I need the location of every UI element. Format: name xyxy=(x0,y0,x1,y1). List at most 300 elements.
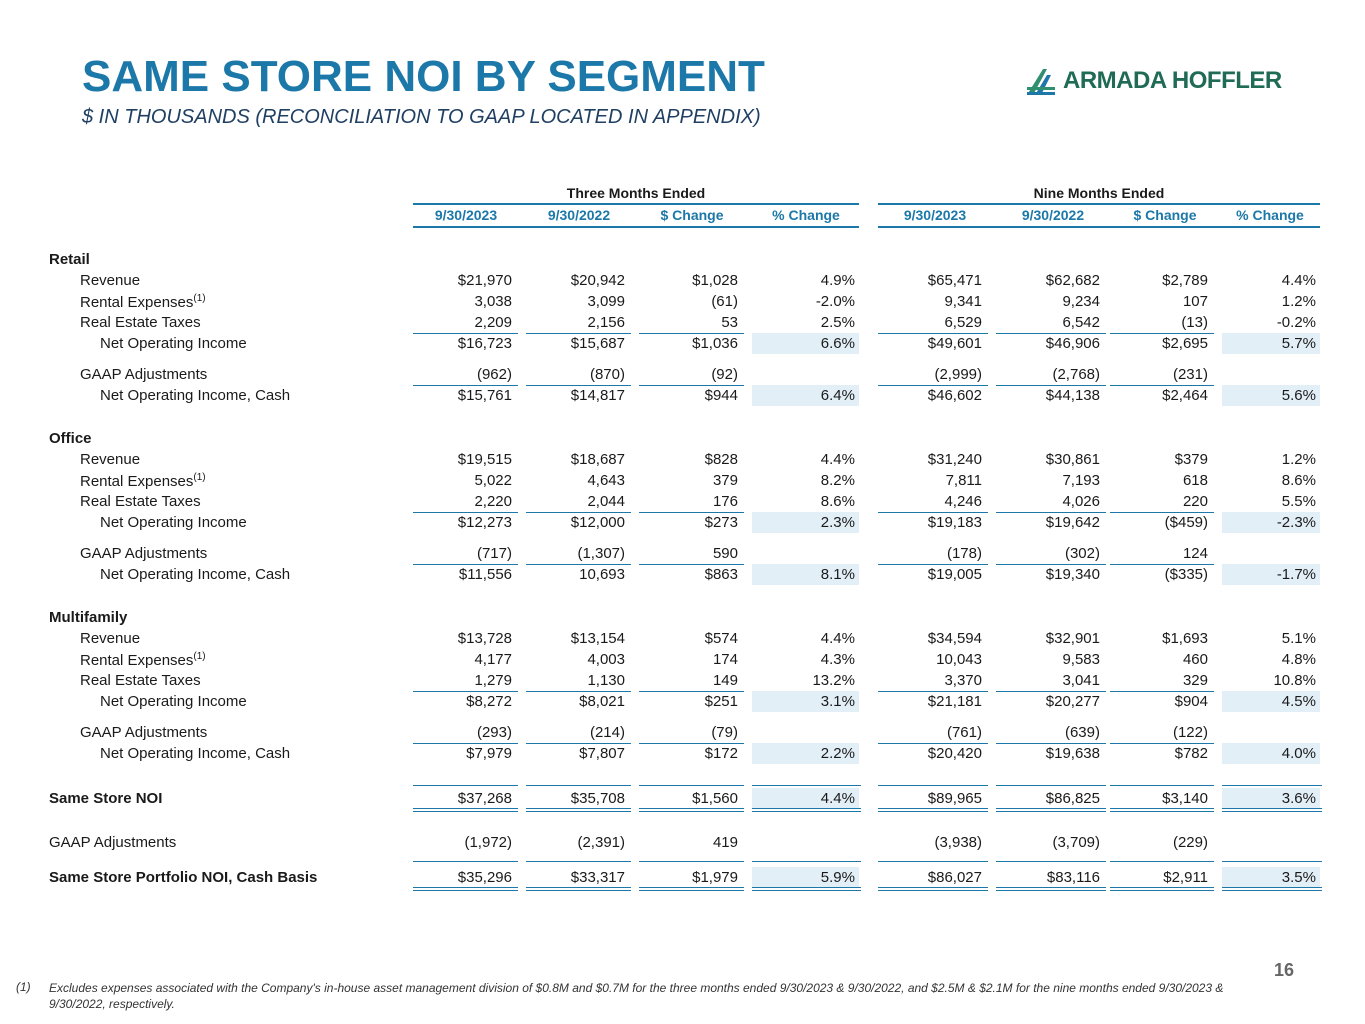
table-cell: (639) xyxy=(1064,724,1100,741)
underline xyxy=(413,743,518,744)
table-cell: $13,154 xyxy=(570,630,625,647)
column-header: 9/30/2022 xyxy=(547,207,611,223)
table-cell: $46,602 xyxy=(927,387,982,404)
table-cell: 590 xyxy=(712,545,738,562)
underline xyxy=(526,743,631,744)
underline xyxy=(639,512,744,513)
underline xyxy=(413,785,518,786)
row-label-noi xyxy=(100,693,247,710)
underline xyxy=(878,743,988,744)
table-cell: 4,643 xyxy=(587,472,625,489)
double-underline xyxy=(1222,808,1322,812)
table-cell: -2.0% xyxy=(815,293,855,310)
table-cell: 220 xyxy=(1182,493,1208,510)
table-cell: 4,246 xyxy=(944,493,982,510)
table-cell: $19,005 xyxy=(927,566,982,583)
table-cell: $35,708 xyxy=(570,790,625,807)
row-label-rental-expenses-text: Rental Expenses xyxy=(80,652,194,669)
row-label-same-store-noi xyxy=(49,790,162,807)
header-rule xyxy=(878,226,1320,228)
table-cell: $7,807 xyxy=(579,745,625,762)
table-cell: $8,272 xyxy=(466,693,512,710)
table-cell: $904 xyxy=(1174,693,1208,710)
double-underline xyxy=(639,808,744,812)
table-cell: 3.5% xyxy=(1281,869,1316,886)
column-header: $ Change xyxy=(660,207,724,223)
row-label-portfolio-cash xyxy=(49,869,317,886)
table-cell: $1,693 xyxy=(1162,630,1208,647)
header-rule xyxy=(413,203,859,205)
row-label-gaap-adjustments-total-text: GAAP Adjustments xyxy=(49,834,177,851)
page-number: 16 xyxy=(1274,960,1295,980)
row-label-gaap-adjustments xyxy=(80,545,207,562)
page-title: SAME STORE NOI BY SEGMENT xyxy=(82,52,765,101)
column-header: $ Change xyxy=(1133,207,1197,223)
table-cell: 10,693 xyxy=(579,566,625,583)
underline xyxy=(526,512,631,513)
table-cell: 13.2% xyxy=(812,672,855,689)
table-cell: $20,277 xyxy=(1045,693,1100,710)
table-cell: 9,234 xyxy=(1062,293,1100,310)
table-cell: $782 xyxy=(1174,745,1208,762)
table-cell: $83,116 xyxy=(1046,869,1100,886)
footnote-ref: (1) xyxy=(193,651,206,662)
table-cell: 10,043 xyxy=(936,651,982,668)
table-cell: 4.4% xyxy=(820,451,855,468)
table-cell: (2,999) xyxy=(934,366,982,383)
double-underline xyxy=(1110,887,1214,891)
table-cell: 4,177 xyxy=(474,651,512,668)
table-cell: (962) xyxy=(476,366,512,383)
underline xyxy=(413,564,518,565)
underline xyxy=(996,333,1106,334)
table-cell: 5.1% xyxy=(1281,630,1316,647)
table-cell: 2,044 xyxy=(587,493,625,510)
table-cell: $14,817 xyxy=(570,387,625,404)
row-label-revenue xyxy=(80,272,140,289)
header-rule xyxy=(878,203,1320,205)
table-cell: 4.4% xyxy=(1281,272,1316,289)
column-header: % Change xyxy=(1236,207,1304,223)
section-heading-office xyxy=(49,430,92,447)
row-label-rental-expenses-text: Rental Expenses xyxy=(80,473,194,490)
table-cell: 4,026 xyxy=(1062,493,1100,510)
row-label-real-estate-taxes xyxy=(80,672,201,689)
double-underline xyxy=(752,887,861,891)
table-cell: $172 xyxy=(704,745,738,762)
table-cell: $19,183 xyxy=(927,514,982,531)
underline xyxy=(878,861,988,862)
table-cell: 6,542 xyxy=(1062,314,1100,331)
underline xyxy=(996,861,1106,862)
table-cell: 3.1% xyxy=(820,693,855,710)
table-cell: $46,906 xyxy=(1045,335,1100,352)
underline xyxy=(1222,785,1322,786)
table-cell: 4.9% xyxy=(820,272,855,289)
table-cell: $2,789 xyxy=(1162,272,1208,289)
table-cell: $13,728 xyxy=(457,630,512,647)
table-cell: $31,240 xyxy=(927,451,982,468)
double-underline xyxy=(413,808,518,812)
table-cell: 107 xyxy=(1182,293,1208,310)
row-label-noi xyxy=(100,514,247,531)
table-cell: $19,340 xyxy=(1045,566,1100,583)
table-cell: (1,307) xyxy=(577,545,625,562)
row-label-noi xyxy=(100,335,247,352)
section-heading-retail-text: Retail xyxy=(49,251,90,268)
table-cell: 8.1% xyxy=(820,566,855,583)
table-cell: $2,464 xyxy=(1162,387,1208,404)
column-header: 9/30/2023 xyxy=(434,207,498,223)
row-label-same-store-noi-text: Same Store NOI xyxy=(49,790,163,807)
row-label-real-estate-taxes-text: Real Estate Taxes xyxy=(80,672,201,689)
row-label-rental-expenses-text: Rental Expenses xyxy=(80,294,194,311)
table-cell: (2,768) xyxy=(1052,366,1100,383)
underline xyxy=(526,861,631,862)
table-cell: 4.3% xyxy=(820,651,855,668)
double-underline xyxy=(878,887,988,891)
table-cell: 4,003 xyxy=(587,651,625,668)
row-label-gaap-adjustments-total xyxy=(49,834,176,851)
row-label-real-estate-taxes-text: Real Estate Taxes xyxy=(80,314,201,331)
row-label-rental-expenses xyxy=(80,651,206,669)
table-cell: 3,370 xyxy=(944,672,982,689)
underline xyxy=(996,691,1106,692)
table-cell: 8.6% xyxy=(1281,472,1316,489)
table-cell: (122) xyxy=(1172,724,1208,741)
table-cell: 2,209 xyxy=(474,314,512,331)
table-cell: 6.6% xyxy=(820,335,855,352)
underline xyxy=(878,691,988,692)
table-cell: 2,220 xyxy=(474,493,512,510)
section-heading-multifamily xyxy=(49,609,127,626)
row-label-rental-expenses xyxy=(80,293,206,311)
table-cell: 5.9% xyxy=(820,869,855,886)
table-cell: 3.6% xyxy=(1281,790,1316,807)
double-underline xyxy=(413,887,518,891)
underline xyxy=(413,385,518,386)
company-logo xyxy=(1025,64,1282,98)
double-underline xyxy=(639,887,744,891)
table-cell: $15,761 xyxy=(457,387,512,404)
table-cell: $35,296 xyxy=(457,869,512,886)
table-cell: $37,268 xyxy=(457,790,512,807)
underline xyxy=(1110,333,1214,334)
underline xyxy=(639,785,744,786)
row-label-gaap-adjustments-text: GAAP Adjustments xyxy=(80,545,208,562)
column-header: 9/30/2023 xyxy=(903,207,967,223)
table-cell: $89,965 xyxy=(927,790,982,807)
double-underline xyxy=(1110,808,1214,812)
table-cell: (3,709) xyxy=(1052,834,1100,851)
row-label-noi-text: Net Operating Income xyxy=(100,693,247,710)
underline xyxy=(878,564,988,565)
underline xyxy=(996,785,1106,786)
table-cell: (717) xyxy=(476,545,512,562)
table-cell: $273 xyxy=(704,514,738,531)
table-cell: $18,687 xyxy=(570,451,625,468)
underline xyxy=(996,385,1106,386)
table-cell: $828 xyxy=(704,451,738,468)
table-cell: (92) xyxy=(711,366,738,383)
underline xyxy=(878,385,988,386)
table-cell: $65,471 xyxy=(927,272,982,289)
table-cell: $2,911 xyxy=(1163,869,1208,886)
table-cell: (2,391) xyxy=(577,834,625,851)
row-label-rental-expenses xyxy=(80,472,206,490)
table-cell: (229) xyxy=(1172,834,1208,851)
double-underline xyxy=(1222,887,1322,891)
table-cell: 3,041 xyxy=(1062,672,1100,689)
row-label-real-estate-taxes xyxy=(80,314,201,331)
table-cell: 7,811 xyxy=(945,472,982,489)
table-cell: $20,942 xyxy=(570,272,625,289)
table-cell: (3,938) xyxy=(934,834,982,851)
column-header: % Change xyxy=(772,207,840,223)
table-cell: $86,027 xyxy=(927,869,982,886)
table-cell: $12,273 xyxy=(457,514,512,531)
table-cell: $44,138 xyxy=(1045,387,1100,404)
table-cell: 6.4% xyxy=(820,387,855,404)
underline xyxy=(996,564,1106,565)
row-label-noi-cash xyxy=(100,566,290,583)
table-cell: 4.4% xyxy=(820,790,855,807)
group-header-nine-months: Nine Months Ended xyxy=(1033,185,1165,201)
underline xyxy=(1110,861,1214,862)
table-cell: 2,156 xyxy=(587,314,625,331)
underline xyxy=(996,743,1106,744)
row-label-revenue xyxy=(80,630,140,647)
table-cell: 5.6% xyxy=(1281,387,1316,404)
table-cell: 460 xyxy=(1182,651,1208,668)
table-cell: $863 xyxy=(704,566,738,583)
row-label-real-estate-taxes-text: Real Estate Taxes xyxy=(80,493,201,510)
row-label-noi-cash xyxy=(100,387,290,404)
footnote-ref: (1) xyxy=(193,472,206,483)
table-cell: (870) xyxy=(589,366,625,383)
underline xyxy=(878,785,988,786)
underline xyxy=(752,861,861,862)
table-cell: 4.5% xyxy=(1281,693,1316,710)
row-label-noi-cash-text: Net Operating Income, Cash xyxy=(100,387,291,404)
row-label-noi-cash xyxy=(100,745,290,762)
table-cell: $1,979 xyxy=(692,869,738,886)
row-label-gaap-adjustments-text: GAAP Adjustments xyxy=(80,366,208,383)
table-cell: (214) xyxy=(589,724,625,741)
table-cell: $574 xyxy=(704,630,738,647)
table-cell: $251 xyxy=(704,693,738,710)
table-cell: 4.4% xyxy=(820,630,855,647)
underline xyxy=(878,333,988,334)
row-label-revenue-text: Revenue xyxy=(80,630,141,647)
table-cell: 6,529 xyxy=(944,314,982,331)
table-cell: 174 xyxy=(712,651,738,668)
table-cell: 2.5% xyxy=(820,314,855,331)
page-subtitle: $ IN THOUSANDS (RECONCILIATION TO GAAP LOCATED IN APPENDIX) xyxy=(82,106,761,128)
table-cell: 10.8% xyxy=(1273,672,1316,689)
row-label-noi-cash-text: Net Operating Income, Cash xyxy=(100,566,291,583)
table-cell: 3,038 xyxy=(474,293,512,310)
table-cell: 4.8% xyxy=(1281,651,1316,668)
table-cell: 1.2% xyxy=(1281,451,1316,468)
double-underline xyxy=(996,808,1106,812)
table-cell: $3,140 xyxy=(1162,790,1208,807)
table-cell: (302) xyxy=(1064,545,1100,562)
underline xyxy=(413,861,518,862)
footnote-number: (1) xyxy=(16,980,31,994)
table-cell: $62,682 xyxy=(1045,272,1100,289)
row-label-real-estate-taxes xyxy=(80,493,201,510)
table-cell: 8.6% xyxy=(820,493,855,510)
underline xyxy=(639,743,744,744)
row-label-noi-text: Net Operating Income xyxy=(100,514,247,531)
table-cell: $86,825 xyxy=(1045,790,1100,807)
table-cell: $944 xyxy=(704,387,738,404)
section-heading-multifamily-text: Multifamily xyxy=(49,609,128,626)
table-cell: $30,861 xyxy=(1045,451,1100,468)
table-cell: 618 xyxy=(1182,472,1208,489)
underline xyxy=(413,333,518,334)
table-cell: (178) xyxy=(946,545,982,562)
underline xyxy=(526,564,631,565)
table-cell: (231) xyxy=(1172,366,1208,383)
table-cell: 1,279 xyxy=(474,672,512,689)
table-cell: $49,601 xyxy=(927,335,982,352)
table-cell: $7,979 xyxy=(466,745,512,762)
column-header: 9/30/2022 xyxy=(1021,207,1085,223)
table-cell: $2,695 xyxy=(1162,335,1208,352)
footnote-text: Excludes expenses associated with the Company's in-house asset management division of $0.8M and $0.7M for the three months ended 9/30/2023 & 9/30/2022, and $2.5M & $2.1M for the nine months ended 9/30/2023 & 9/30/2022, respectively. xyxy=(49,981,1224,1011)
table-cell: $20,420 xyxy=(927,745,982,762)
underline xyxy=(1110,512,1214,513)
table-cell: 4.0% xyxy=(1281,745,1316,762)
underline xyxy=(526,385,631,386)
double-underline xyxy=(878,808,988,812)
table-cell: 7,193 xyxy=(1062,472,1100,489)
table-cell: $33,317 xyxy=(570,869,625,886)
underline xyxy=(639,385,744,386)
group-header-three-months: Three Months Ended xyxy=(566,185,706,201)
underline xyxy=(639,691,744,692)
row-label-revenue-text: Revenue xyxy=(80,272,141,289)
table-cell: 53 xyxy=(721,314,738,331)
underline xyxy=(639,333,744,334)
row-label-noi-text: Net Operating Income xyxy=(100,335,247,352)
table-cell: 9,583 xyxy=(1062,651,1100,668)
table-cell: 5.7% xyxy=(1281,335,1316,352)
underline xyxy=(526,785,631,786)
table-cell: 3,099 xyxy=(587,293,625,310)
row-label-gaap-adjustments xyxy=(80,366,207,383)
table-cell: $19,515 xyxy=(457,451,512,468)
table-cell: (761) xyxy=(946,724,982,741)
section-heading-office-text: Office xyxy=(49,430,92,447)
table-cell: (293) xyxy=(476,724,512,741)
underline xyxy=(1110,385,1214,386)
header-rule xyxy=(413,226,859,228)
table-cell: 2.3% xyxy=(820,514,855,531)
table-cell: $12,000 xyxy=(570,514,625,531)
table-cell: -1.7% xyxy=(1276,566,1316,583)
table-cell: 124 xyxy=(1182,545,1208,562)
table-cell: $11,556 xyxy=(458,566,512,583)
underline xyxy=(1110,564,1214,565)
table-cell: $21,181 xyxy=(927,693,982,710)
table-cell: 5,022 xyxy=(474,472,512,489)
table-cell: $379 xyxy=(1174,451,1208,468)
table-cell: $19,638 xyxy=(1045,745,1100,762)
table-cell: ($335) xyxy=(1164,566,1208,583)
underline xyxy=(1110,785,1214,786)
table-cell: 379 xyxy=(712,472,738,489)
underline xyxy=(996,512,1106,513)
double-underline xyxy=(996,887,1106,891)
underline xyxy=(639,861,744,862)
table-cell: 176 xyxy=(712,493,738,510)
row-label-revenue-text: Revenue xyxy=(80,451,141,468)
table-cell: 1.2% xyxy=(1281,293,1316,310)
row-label-revenue xyxy=(80,451,140,468)
underline xyxy=(1222,861,1322,862)
underline xyxy=(752,785,861,786)
double-underline xyxy=(526,808,631,812)
table-cell: 149 xyxy=(712,672,738,689)
row-label-portfolio-cash-text: Same Store Portfolio NOI, Cash Basis xyxy=(49,869,318,886)
table-cell: 1,130 xyxy=(587,672,625,689)
footnote-ref: (1) xyxy=(193,293,206,304)
table-cell: $32,901 xyxy=(1045,630,1100,647)
table-cell: (79) xyxy=(711,724,738,741)
underline xyxy=(526,333,631,334)
table-cell: 9,341 xyxy=(944,293,982,310)
logo-mark-icon xyxy=(1025,65,1057,97)
underline xyxy=(1110,691,1214,692)
underline xyxy=(639,564,744,565)
table-cell: $19,642 xyxy=(1045,514,1100,531)
section-heading-retail xyxy=(49,251,90,268)
underline xyxy=(413,691,518,692)
table-cell: 2.2% xyxy=(820,745,855,762)
table-cell: $34,594 xyxy=(927,630,982,647)
underline xyxy=(1110,743,1214,744)
underline xyxy=(526,691,631,692)
table-cell: $8,021 xyxy=(579,693,625,710)
underline xyxy=(878,512,988,513)
table-cell: (61) xyxy=(711,293,738,310)
table-cell: 419 xyxy=(712,834,738,851)
double-underline xyxy=(752,808,861,812)
table-cell: (1,972) xyxy=(464,834,512,851)
logo-text: ARMADA HOFFLER xyxy=(1063,67,1282,94)
table-cell: 5.5% xyxy=(1281,493,1316,510)
double-underline xyxy=(526,887,631,891)
table-cell: 8.2% xyxy=(820,472,855,489)
row-label-gaap-adjustments xyxy=(80,724,207,741)
table-cell: 329 xyxy=(1182,672,1208,689)
table-cell: $15,687 xyxy=(570,335,625,352)
table-cell: $1,036 xyxy=(692,335,738,352)
table-cell: ($459) xyxy=(1164,514,1208,531)
table-cell: $16,723 xyxy=(457,335,512,352)
table-cell: $1,560 xyxy=(692,790,738,807)
table-cell: (13) xyxy=(1181,314,1208,331)
row-label-gaap-adjustments-text: GAAP Adjustments xyxy=(80,724,208,741)
table-cell: -0.2% xyxy=(1276,314,1316,331)
table-cell: -2.3% xyxy=(1276,514,1316,531)
row-label-noi-cash-text: Net Operating Income, Cash xyxy=(100,745,291,762)
table-cell: $1,028 xyxy=(692,272,738,289)
table-cell: $21,970 xyxy=(457,272,512,289)
